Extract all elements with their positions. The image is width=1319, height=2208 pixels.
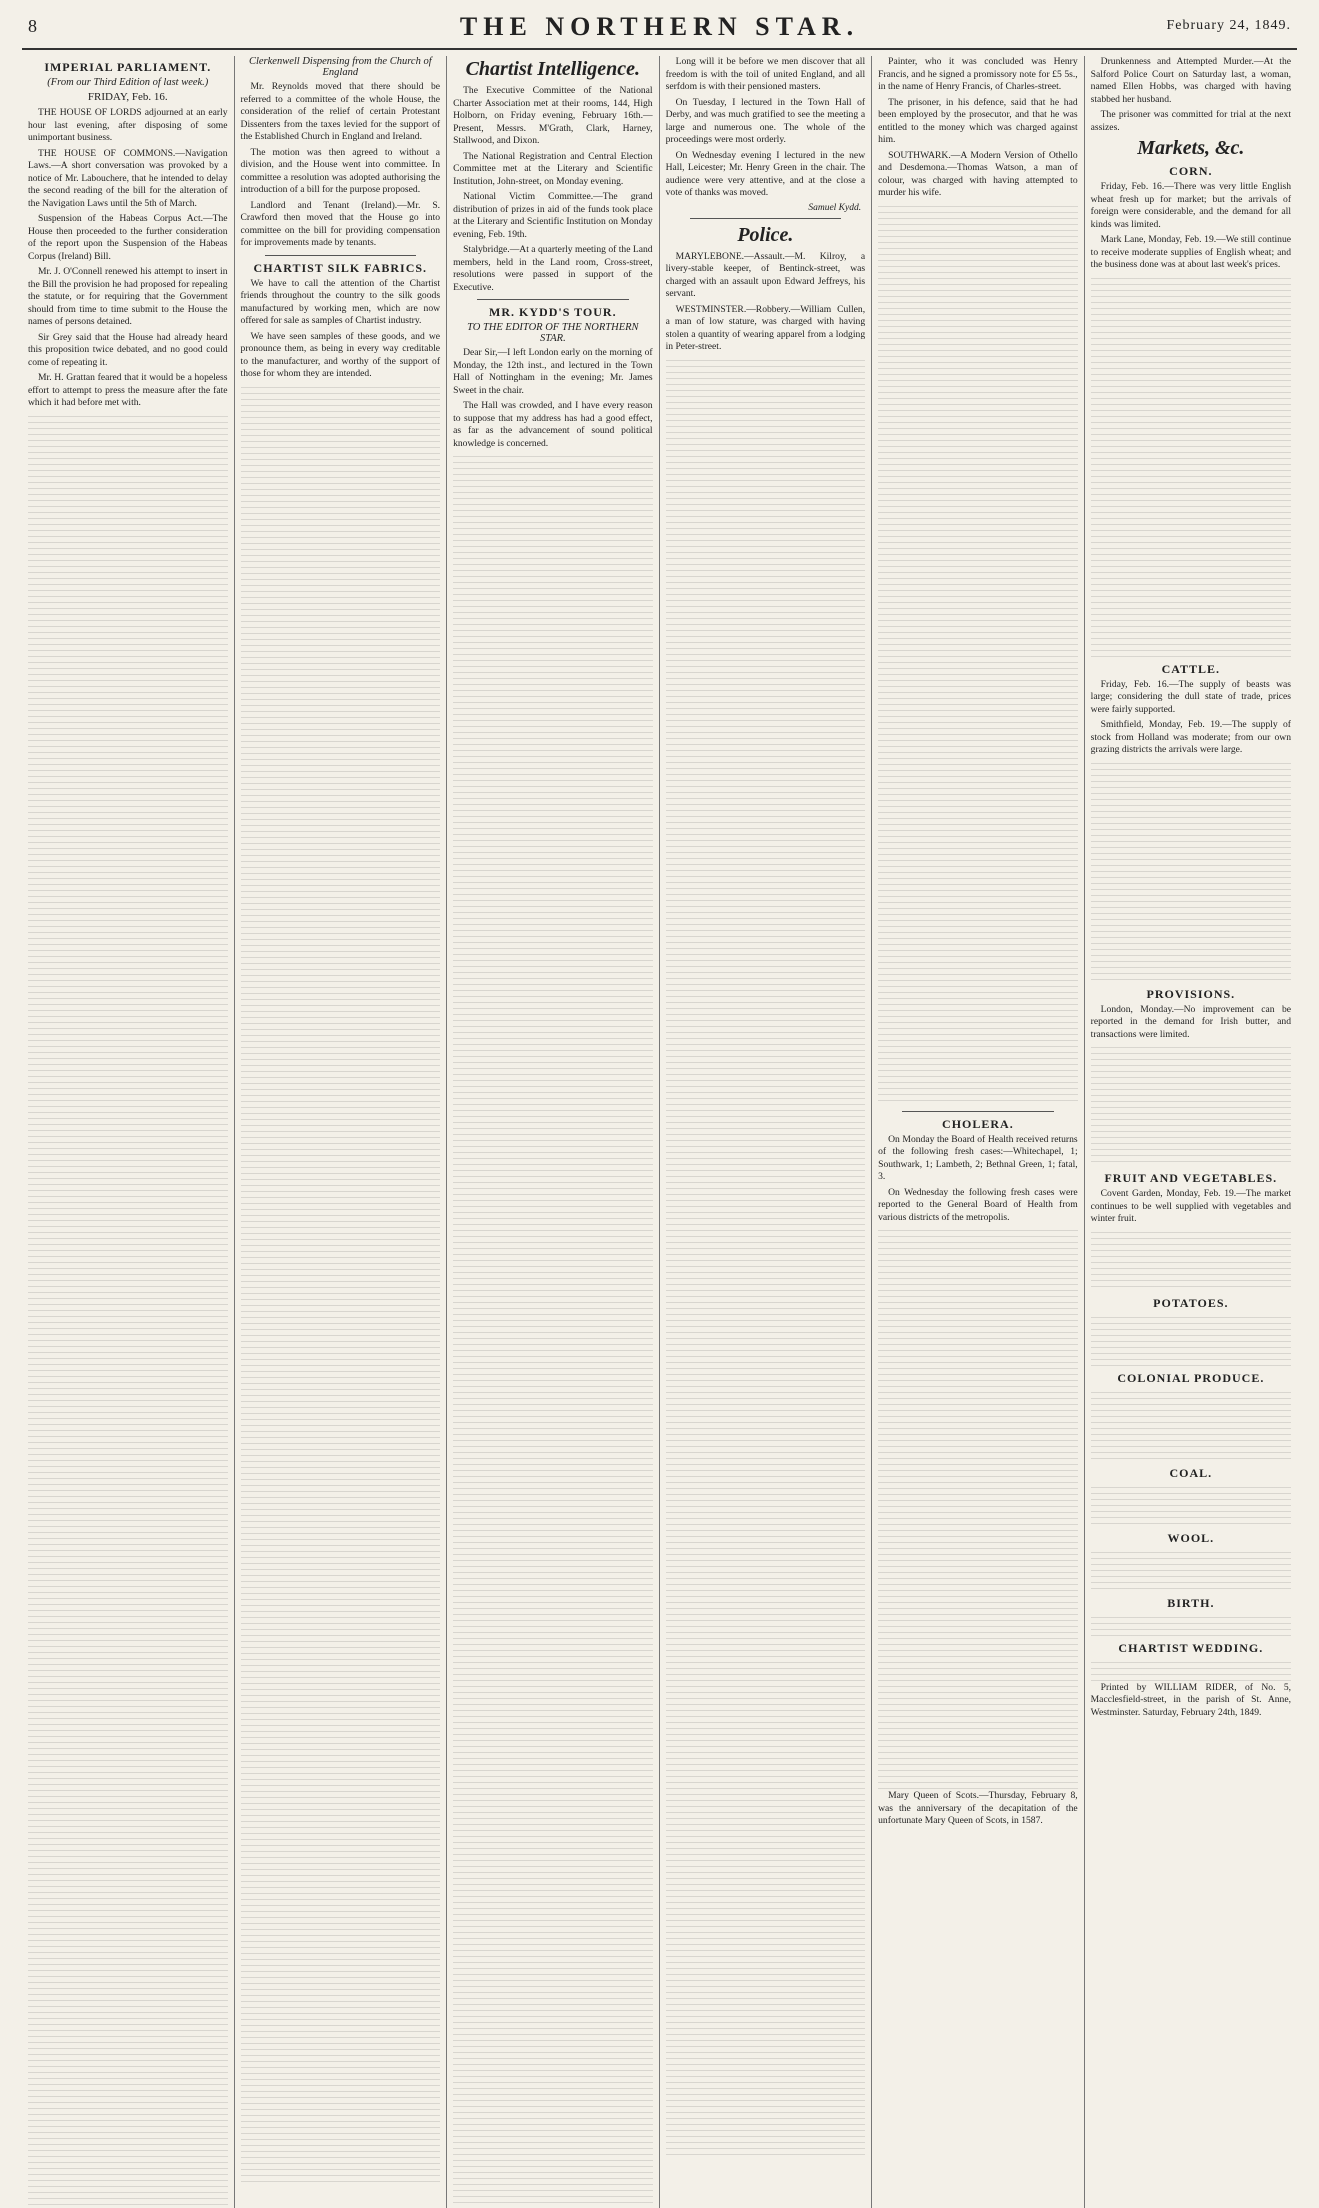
article-paragraph: The Hall was crowded, and I have every reason to suppose that my address has had a good effect, as far as the advancement of sound political knowledge is concerned. xyxy=(453,400,653,450)
text-block xyxy=(1091,278,1291,658)
market-heading: CHARTIST WEDDING. xyxy=(1091,1641,1291,1656)
section-heading: Police. xyxy=(666,224,866,247)
column-5 xyxy=(872,56,1085,2208)
section-heading: CHARTIST SILK FABRICS. xyxy=(241,261,441,276)
article-paragraph: SOUTHWARK.—A Modern Version of Othello and Desdemona.—Thomas Watson, a man of colour, was charged with having attempted to murder his wife. xyxy=(878,150,1078,200)
text-block xyxy=(1091,1392,1291,1462)
market-heading: COLONIAL PRODUCE. xyxy=(1091,1371,1291,1386)
newspaper-title: THE NORTHERN STAR. xyxy=(22,12,1297,42)
article-paragraph: Landlord and Tenant (Ireland).—Mr. S. Crawford then moved that the House go into committee on the bill for providing compensation for improvements made by tenants. xyxy=(241,200,441,250)
article-paragraph: MARYLEBONE.—Assault.—M. Kilroy, a livery-stable keeper, of Bentinck-street, was charged with an assault upon Edward Jeffreys, his servant. xyxy=(666,251,866,301)
section-heading: IMPERIAL PARLIAMENT. xyxy=(28,60,228,75)
text-block xyxy=(1091,763,1291,983)
market-heading: WOOL. xyxy=(1091,1531,1291,1546)
text-block xyxy=(1091,1662,1291,1682)
text-block xyxy=(1091,1617,1291,1637)
article-paragraph: Stalybridge.—At a quarterly meeting of the Land members, held in the Land room, Cross-street, resolutions were passed in support of the Executive. xyxy=(453,244,653,294)
article-paragraph: THE HOUSE OF COMMONS.—Navigation Laws.—A short conversation was provoked by a notice of Mr. Labouchere, that he intended to delay the second reading of the bill for the alteration of the Navigation Laws until the 5th of March. xyxy=(28,148,228,211)
column-6 xyxy=(1085,56,1297,2208)
article-paragraph: On Tuesday, I lectured in the Town Hall of Derby, and was much gratified to see the meeting a large and numerous one. The whole of the proceedings were most orderly. xyxy=(666,97,866,147)
edition-note: (From our Third Edition of last week.) xyxy=(28,77,228,88)
text-block xyxy=(1091,1232,1291,1292)
text-block xyxy=(1091,1552,1291,1592)
market-heading: BIRTH. xyxy=(1091,1596,1291,1611)
printer-imprint: Printed by WILLIAM RIDER, of No. 5, Macclesfield-street, in the parish of St. Anne, Westminster. Saturday, February 24th, 1849. xyxy=(1091,1682,1291,1720)
column-2 xyxy=(235,56,448,2208)
column-1 xyxy=(22,56,235,2208)
article-paragraph: WESTMINSTER.—Robbery.—William Cullen, a man of low stature, was charged with having stolen a quantity of wearing apparel from a lodging in Peter-street. xyxy=(666,304,866,354)
text-block xyxy=(1091,1047,1291,1167)
letter-address: TO THE EDITOR OF THE NORTHERN STAR. xyxy=(453,322,653,344)
text-block xyxy=(666,360,866,2160)
column-container xyxy=(22,56,1297,2208)
article-paragraph: Friday, Feb. 16.—There was very little English wheat fresh up for market; but the arrivals of foreign were considerable, and the demand for all kinds was limited. xyxy=(1091,181,1291,231)
article-paragraph: The prisoner was committed for trial at the next assizes. xyxy=(1091,109,1291,134)
text-block xyxy=(1091,1317,1291,1367)
section-heading: Chartist Intelligence. xyxy=(453,58,653,81)
article-heading: Clerkenwell Dispensing from the Church of England xyxy=(241,56,441,78)
section-heading: Markets, &c. xyxy=(1091,137,1291,160)
article-paragraph: Mr. H. Grattan feared that it would be a hopeless effort to attempt to press the measure after the fate which it had before met with. xyxy=(28,372,228,410)
article-paragraph: The National Registration and Central Election Committee met at the Literary and Scientific Institution, John-street, on Monday evening. xyxy=(453,151,653,189)
market-heading: POTATOES. xyxy=(1091,1296,1291,1311)
article-paragraph: Mark Lane, Monday, Feb. 19.—We still continue to receive moderate supplies of English wheat; and the business done was at about last week's prices. xyxy=(1091,234,1291,272)
article-paragraph: We have seen samples of these goods, and we pronounce them, as being in every way creditable to the manufacturer, and worthy of the support of those for whom they are intended. xyxy=(241,331,441,381)
article-paragraph: Covent Garden, Monday, Feb. 19.—The market continues to be well supplied with vegetables and winter fruit. xyxy=(1091,1188,1291,1226)
letter-signature: Samuel Kydd. xyxy=(670,203,862,213)
article-paragraph: Suspension of the Habeas Corpus Act.—The House then proceeded to the further consideration of the report upon the Suspension of the Habeas Corpus (Ireland) Bill. xyxy=(28,213,228,263)
article-paragraph: Drunkenness and Attempted Murder.—At the Salford Police Court on Saturday last, a woman, named Ellen Hobbs, was charged with having stabbed her husband. xyxy=(1091,56,1291,106)
article-paragraph: Mr. J. O'Connell renewed his attempt to insert in the Bill the provision he had proposed for repealing the statute, or for requiring that the Government should from time to time submit to the House the names of persons detained. xyxy=(28,266,228,329)
article-paragraph: The prisoner, in his defence, said that he had been employed by the prosecutor, and that he was entitled to the money which was charged against him. xyxy=(878,97,1078,147)
market-heading: FRUIT AND VEGETABLES. xyxy=(1091,1171,1291,1186)
divider xyxy=(477,299,629,300)
market-heading: PROVISIONS. xyxy=(1091,987,1291,1002)
divider xyxy=(265,255,417,256)
divider xyxy=(690,218,842,219)
article-paragraph: Painter, who it was concluded was Henry Francis, and he signed a promissory note for £5 5s., in the name of Henry Francis, of Charles-street. xyxy=(878,56,1078,94)
article-paragraph: Long will it be before we men discover that all freedom is with the toil of united England, and all serfdom is with their pensioned masters. xyxy=(666,56,866,94)
article-paragraph: Mr. Reynolds moved that there should be referred to a committee of the whole House, the consideration of the relief of certain Protestant Dissenters from the taxes levied for the support of the Established Church in England and Ireland. xyxy=(241,81,441,144)
section-heading: CHOLERA. xyxy=(878,1117,1078,1132)
article-paragraph: Dear Sir,—I left London early on the morning of Monday, the 12th inst., and lectured in the Town Hall of Nottingham in the evening; Mr. James Sweet in the chair. xyxy=(453,347,653,397)
article-paragraph: The Executive Committee of the National Charter Association met at their rooms, 144, High Holborn, on Friday evening, February 16th.—Present, Messrs. M'Grath, Clark, Harney, Stallwood, and Dixon. xyxy=(453,85,653,148)
article-paragraph: The motion was then agreed to without a division, and the House went into committee. In committee a resolution was adopted authorising the introduction of a bill for the purpose proposed. xyxy=(241,147,441,197)
column-3 xyxy=(447,56,660,2208)
issue-date: February 24, 1849. xyxy=(1166,18,1291,34)
article-paragraph: Friday, Feb. 16.—The supply of beasts was large; considering the dull state of trade, prices were fairly supported. xyxy=(1091,679,1291,717)
masthead xyxy=(22,10,1297,50)
article-paragraph: Smithfield, Monday, Feb. 19.—The supply of stock from Holland was moderate; from our own grazing districts the arrivals were large. xyxy=(1091,719,1291,757)
article-paragraph: London, Monday.—No improvement can be reported in the demand for Irish butter, and transactions were limited. xyxy=(1091,1004,1291,1042)
article-paragraph: On Monday the Board of Health received returns of the following fresh cases:—Whitechapel, 1; Southwark, 1; Lambeth, 2; Bethnal Green, 1; fatal, 3. xyxy=(878,1134,1078,1184)
section-heading: MR. KYDD'S TOUR. xyxy=(453,305,653,320)
article-paragraph: On Wednesday the following fresh cases were reported to the General Board of Health from various districts of the metropolis. xyxy=(878,1187,1078,1225)
page-number: 8 xyxy=(28,16,37,37)
column-4 xyxy=(660,56,873,2208)
text-block xyxy=(241,387,441,2187)
market-heading: COAL. xyxy=(1091,1466,1291,1481)
text-block xyxy=(878,206,1078,1106)
text-block xyxy=(453,456,653,2208)
market-heading: CATTLE. xyxy=(1091,662,1291,677)
text-block xyxy=(28,416,228,2208)
article-paragraph: National Victim Committee.—The grand distribution of prizes in aid of the funds took place at the Literary and Scientific Institution on Monday evening, Feb. 19th. xyxy=(453,191,653,241)
article-paragraph: We have to call the attention of the Chartist friends throughout the country to the silk goods manufactured by working men, which are now offered for sale as samples of Chartist industry. xyxy=(241,278,441,328)
article-paragraph: THE HOUSE OF LORDS adjourned at an early hour last evening, after disposing of some unimportant business. xyxy=(28,107,228,145)
divider xyxy=(902,1111,1054,1112)
market-heading: CORN. xyxy=(1091,164,1291,179)
article-paragraph: Sir Grey said that the House had already heard this proposition twice debated, and no good could come of repeating it. xyxy=(28,332,228,370)
article-paragraph: Mary Queen of Scots.—Thursday, February 8, was the anniversary of the decapitation of the unfortunate Mary Queen of Scots, in 1587. xyxy=(878,1790,1078,1828)
text-block xyxy=(1091,1487,1291,1527)
article-paragraph: On Wednesday evening I lectured in the new Hall, Leicester; Mr. Henry Green in the chair. The audience were very attentive, and at the close a vote of thanks was moved. xyxy=(666,150,866,200)
dateline: FRIDAY, Feb. 16. xyxy=(28,91,228,103)
text-block xyxy=(878,1230,1078,1790)
